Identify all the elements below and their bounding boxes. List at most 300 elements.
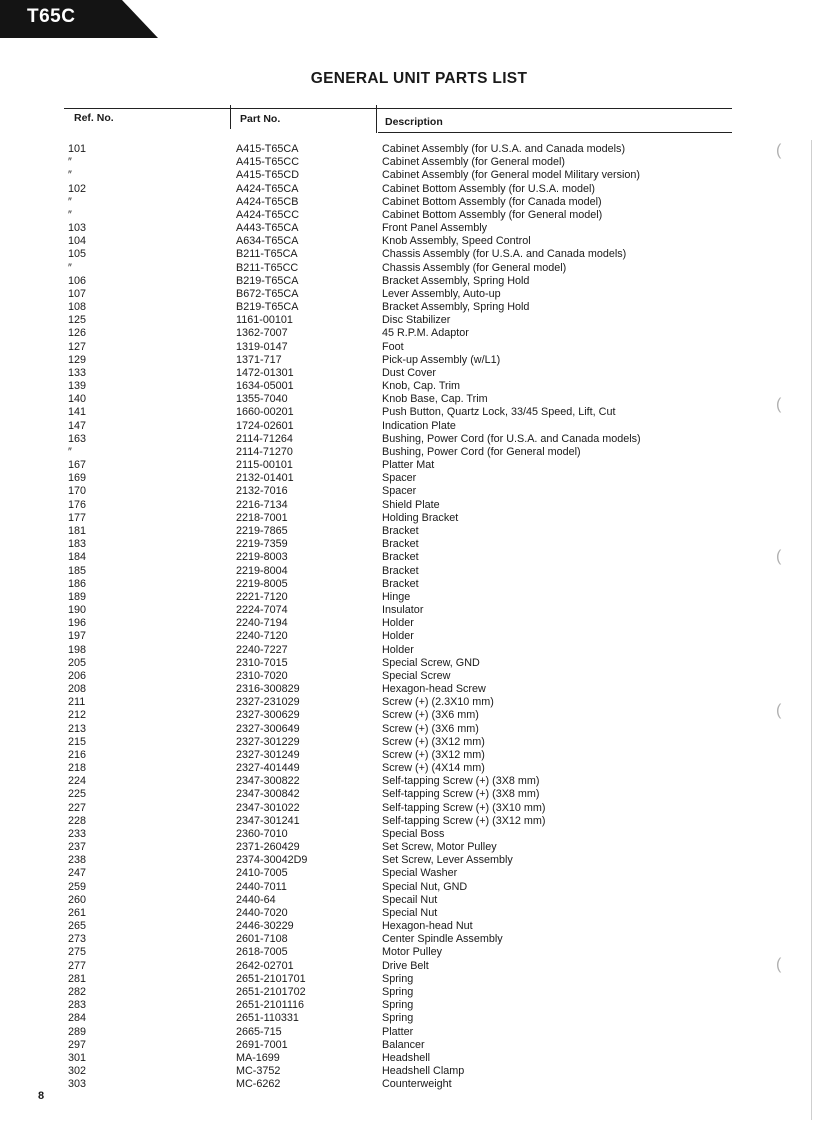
part-number-cell: 2316-300829	[236, 683, 300, 696]
ref-cell: 215	[68, 735, 87, 748]
table-row	[0, 1039, 814, 1052]
part-number-cell: 2132-01401	[236, 472, 294, 485]
description-cell: Cabinet Bottom Assembly (for U.S.A. model)	[382, 182, 596, 195]
table-row	[0, 380, 814, 393]
table-row	[0, 551, 814, 564]
description-cell: Cabinet Bottom Assembly (for General model)	[382, 208, 603, 221]
ref-cell: 247	[68, 867, 87, 880]
ref-cell: 141	[68, 406, 87, 419]
description-cell: Holder	[382, 643, 414, 656]
description-cell: Special Nut	[382, 906, 438, 919]
description-cell: Spring	[382, 1012, 414, 1025]
table-row	[0, 960, 814, 973]
description-cell: Knob Assembly, Speed Control	[382, 235, 531, 248]
description-cell: Bracket Assembly, Spring Hold	[382, 274, 530, 287]
ref-cell: 186	[68, 577, 87, 590]
scan-speck-mark: (	[776, 702, 782, 719]
ref-cell: 227	[68, 801, 87, 814]
description-cell: Specail Nut	[382, 893, 438, 906]
table-top-rule	[64, 108, 732, 109]
table-row	[0, 499, 814, 512]
ref-cell: 283	[68, 999, 87, 1012]
part-number-cell: 2347-301241	[236, 814, 300, 827]
ref-cell: 216	[68, 748, 87, 761]
ref-cell: 212	[68, 709, 87, 722]
ref-cell: 102	[68, 182, 87, 195]
description-cell: Chassis Assembly (for U.S.A. and Canada models)	[382, 248, 627, 261]
description-cell: Headshell	[382, 1051, 431, 1064]
ref-cell: 275	[68, 946, 87, 959]
table-row	[0, 670, 814, 683]
ref-cell: 176	[68, 498, 87, 511]
ref-cell: 127	[68, 340, 87, 353]
description-cell: Bushing, Power Cord (for General model)	[382, 445, 581, 458]
description-cell: Indication Plate	[382, 419, 456, 432]
table-row	[0, 802, 814, 815]
table-row	[0, 235, 814, 248]
ref-cell: ″	[68, 156, 72, 169]
table-row	[0, 723, 814, 736]
table-row	[0, 196, 814, 209]
description-cell: Bracket	[382, 538, 419, 551]
part-number-cell: 2440-7020	[236, 906, 288, 919]
table-row	[0, 709, 814, 722]
description-cell: Bracket	[382, 524, 419, 537]
table-row	[0, 920, 814, 933]
ref-cell: 163	[68, 432, 87, 445]
description-cell: Special Boss	[382, 827, 445, 840]
description-cell: Motor Pulley	[382, 946, 443, 959]
description-cell: Special Screw, GND	[382, 656, 480, 669]
scan-speck-mark: (	[776, 956, 782, 973]
table-row	[0, 854, 814, 867]
ref-cell: 104	[68, 235, 87, 248]
table-row	[0, 828, 814, 841]
table-row	[0, 472, 814, 485]
part-number-cell: 1472-01301	[236, 366, 294, 379]
ref-cell: 297	[68, 1038, 87, 1051]
part-number-cell: 2219-8003	[236, 551, 288, 564]
table-row	[0, 578, 814, 591]
table-row	[0, 775, 814, 788]
table-row	[0, 591, 814, 604]
table-row	[0, 630, 814, 643]
part-number-cell: 2360-7010	[236, 827, 288, 840]
part-number-cell: 2240-7227	[236, 643, 288, 656]
part-number-cell: A415-T65CD	[236, 169, 300, 182]
description-cell: Insulator	[382, 604, 424, 617]
ref-cell: 107	[68, 287, 87, 300]
table-row	[0, 1052, 814, 1065]
ref-cell: 197	[68, 630, 87, 643]
column-divider-2	[376, 105, 377, 133]
description-cell: Spacer	[382, 472, 417, 485]
ref-cell: 284	[68, 1012, 87, 1025]
table-row	[0, 354, 814, 367]
description-cell: Cabinet Assembly (for General model)	[382, 156, 566, 169]
ref-cell: 147	[68, 419, 87, 432]
table-row	[0, 736, 814, 749]
part-number-cell: 2327-301229	[236, 735, 300, 748]
table-row	[0, 143, 814, 156]
ref-cell: 103	[68, 222, 87, 235]
part-number-cell: A634-T65CA	[236, 235, 299, 248]
table-row	[0, 156, 814, 169]
table-row	[0, 538, 814, 551]
part-number-cell: 2224-7074	[236, 604, 288, 617]
description-cell: Knob Base, Cap. Trim	[382, 393, 488, 406]
ref-cell: 190	[68, 604, 87, 617]
table-row	[0, 946, 814, 959]
ref-cell: 218	[68, 762, 87, 775]
ref-cell: 228	[68, 814, 87, 827]
ref-cell: 206	[68, 669, 87, 682]
part-number-cell: MC-3752	[236, 1065, 281, 1078]
part-number-cell: 2691-7001	[236, 1038, 288, 1051]
table-row	[0, 406, 814, 419]
part-number-cell: 2327-401449	[236, 762, 300, 775]
description-cell: Spring	[382, 999, 414, 1012]
table-row	[0, 169, 814, 182]
table-row	[0, 894, 814, 907]
description-cell: Bracket	[382, 564, 419, 577]
description-cell: Headshell Clamp	[382, 1065, 465, 1078]
table-row	[0, 644, 814, 657]
table-row	[0, 512, 814, 525]
ref-cell: 281	[68, 972, 87, 985]
table-row	[0, 696, 814, 709]
part-number-cell: 2327-231029	[236, 696, 300, 709]
description-cell: Holding Bracket	[382, 511, 459, 524]
part-number-cell: MA-1699	[236, 1051, 280, 1064]
ref-cell: 183	[68, 538, 87, 551]
table-row	[0, 183, 814, 196]
part-number-cell: 1660-00201	[236, 406, 294, 419]
description-cell: Screw (+) (3X12 mm)	[382, 735, 485, 748]
description-cell: Bracket	[382, 551, 419, 564]
part-number-cell: 2219-8004	[236, 564, 288, 577]
part-number-cell: 1634-05001	[236, 380, 294, 393]
table-row	[0, 248, 814, 261]
scan-edge-line	[811, 140, 812, 1120]
table-row	[0, 327, 814, 340]
description-cell: Screw (+) (3X6 mm)	[382, 709, 479, 722]
ref-cell: 105	[68, 248, 87, 261]
description-cell: Hexagon-head Nut	[382, 920, 473, 933]
part-number-cell: 2374-30042D9	[236, 854, 308, 867]
ref-cell: ″	[68, 169, 72, 182]
table-row	[0, 525, 814, 538]
description-cell: Bracket Assembly, Spring Hold	[382, 301, 530, 314]
ref-cell: 177	[68, 511, 87, 524]
scan-speck-mark: (	[776, 548, 782, 565]
table-row	[0, 815, 814, 828]
table-row	[0, 459, 814, 472]
description-cell: Balancer	[382, 1038, 425, 1051]
part-number-cell: 2221-7120	[236, 590, 288, 603]
part-number-cell: 2132-7016	[236, 485, 288, 498]
ref-cell: 261	[68, 906, 87, 919]
ref-cell: 265	[68, 920, 87, 933]
ref-cell: 101	[68, 143, 87, 155]
description-cell: Pick-up Assembly (w/L1)	[382, 353, 501, 366]
ref-cell: ″	[68, 195, 72, 208]
description-cell: Platter Mat	[382, 459, 435, 472]
page-number: 8	[38, 1090, 45, 1102]
ref-cell: 208	[68, 683, 87, 696]
ref-cell: 277	[68, 959, 87, 972]
description-cell: Holder	[382, 617, 414, 630]
ref-cell: 198	[68, 643, 87, 656]
table-row	[0, 762, 814, 775]
description-cell: Holder	[382, 630, 414, 643]
part-number-cell: 1724-02601	[236, 419, 294, 432]
ref-cell: 289	[68, 1025, 87, 1038]
table-row	[0, 209, 814, 222]
part-number-cell: 2219-7865	[236, 524, 288, 537]
part-number-cell: 2347-300822	[236, 775, 300, 788]
description-cell: Screw (+) (3X6 mm)	[382, 722, 479, 735]
parts-table-body	[0, 143, 814, 1091]
part-number-cell: A424-T65CB	[236, 195, 299, 208]
ref-cell: 233	[68, 827, 87, 840]
description-cell: Bushing, Power Cord (for U.S.A. and Canada models)	[382, 432, 641, 445]
description-cell: Dust Cover	[382, 366, 437, 379]
ref-cell: 273	[68, 933, 87, 946]
table-row	[0, 867, 814, 880]
description-cell: Knob, Cap. Trim	[382, 380, 461, 393]
part-number-cell: A415-T65CC	[236, 156, 300, 169]
description-cell: Spacer	[382, 485, 417, 498]
ref-cell: 302	[68, 1065, 87, 1078]
description-cell: Special Screw	[382, 669, 451, 682]
description-cell: Special Nut, GND	[382, 880, 468, 893]
description-cell: Foot	[382, 340, 404, 353]
part-number-cell: 1355-7040	[236, 393, 288, 406]
description-cell: Self-tapping Screw (+) (3X8 mm)	[382, 788, 540, 801]
description-cell: Spring	[382, 972, 414, 985]
description-cell: Front Panel Assembly	[382, 222, 488, 235]
description-cell: Drive Belt	[382, 959, 429, 972]
part-number-cell: 2240-7120	[236, 630, 288, 643]
ref-cell: 213	[68, 722, 87, 735]
description-cell: Center Spindle Assembly	[382, 933, 503, 946]
table-row	[0, 841, 814, 854]
description-cell: Push Button, Quartz Lock, 33/45 Speed, Lift, Cut	[382, 406, 616, 419]
description-cell: Cabinet Bottom Assembly (for Canada model)	[382, 195, 602, 208]
description-cell: Set Screw, Lever Assembly	[382, 854, 513, 867]
table-row	[0, 881, 814, 894]
ref-cell: 225	[68, 788, 87, 801]
description-cell: Hinge	[382, 590, 411, 603]
description-cell: Hexagon-head Screw	[382, 683, 486, 696]
ref-cell: 181	[68, 524, 87, 537]
part-number-cell: 1362-7007	[236, 327, 288, 340]
description-cell: Special Washer	[382, 867, 458, 880]
table-row	[0, 657, 814, 670]
ref-cell: ″	[68, 208, 72, 221]
table-row	[0, 683, 814, 696]
table-row	[0, 617, 814, 630]
part-number-cell: 2410-7005	[236, 867, 288, 880]
table-row	[0, 341, 814, 354]
part-number-cell: 2440-7011	[236, 880, 287, 893]
description-cell: Set Screw, Motor Pulley	[382, 841, 497, 854]
ref-cell: 282	[68, 986, 87, 998]
description-cell: Screw (+) (2.3X10 mm)	[382, 696, 494, 709]
table-row	[0, 262, 814, 275]
ref-cell: 108	[68, 301, 87, 314]
part-number-cell: 2618-7005	[236, 946, 288, 959]
part-number-cell: B211-T65CC	[236, 261, 299, 274]
ref-cell: 129	[68, 353, 87, 366]
part-number-cell: 1371-717	[236, 353, 282, 366]
ref-cell: 185	[68, 564, 87, 577]
part-number-cell: A424-T65CC	[236, 208, 300, 221]
description-cell: Spring	[382, 986, 414, 998]
description-cell: Counterweight	[382, 1078, 452, 1091]
description-cell: 45 R.P.M. Adaptor	[382, 327, 469, 340]
table-row	[0, 446, 814, 459]
table-row	[0, 986, 814, 999]
ref-cell: 301	[68, 1051, 87, 1064]
part-number-cell: 2651-2101702	[236, 986, 306, 998]
part-number-cell: A415-T65CA	[236, 143, 299, 155]
ref-cell: 133	[68, 366, 87, 379]
table-row	[0, 788, 814, 801]
ref-cell: 211	[68, 696, 86, 709]
table-row	[0, 1065, 814, 1078]
table-row	[0, 604, 814, 617]
table-row	[0, 749, 814, 762]
description-cell: Cabinet Assembly (for U.S.A. and Canada models)	[382, 143, 626, 155]
part-number-cell: 2240-7194	[236, 617, 288, 630]
description-cell: Disc Stabilizer	[382, 314, 451, 327]
part-number-cell: 2218-7001	[236, 511, 288, 524]
table-row	[0, 420, 814, 433]
part-number-cell: 2114-71264	[236, 432, 293, 445]
column-header-part: Part No.	[240, 113, 281, 125]
part-number-cell: 2651-110331	[236, 1012, 299, 1025]
part-number-cell: B219-T65CA	[236, 274, 299, 287]
table-row	[0, 393, 814, 406]
part-number-cell: 2440-64	[236, 893, 276, 906]
part-number-cell: A443-T65CA	[236, 222, 299, 235]
column-header-ref: Ref. No.	[74, 112, 114, 124]
ref-cell: 139	[68, 380, 87, 393]
table-row	[0, 973, 814, 986]
part-number-cell: 2310-7015	[236, 656, 288, 669]
ref-cell: 189	[68, 590, 87, 603]
part-number-cell: 2665-715	[236, 1025, 282, 1038]
part-number-cell: 1161-00101	[236, 314, 293, 327]
part-number-cell: 2446-30229	[236, 920, 294, 933]
part-number-cell: MC-6262	[236, 1078, 281, 1091]
part-number-cell: 2219-7359	[236, 538, 288, 551]
part-number-cell: B672-T65CA	[236, 287, 299, 300]
table-row	[0, 1026, 814, 1039]
table-row	[0, 1012, 814, 1025]
part-number-cell: A424-T65CA	[236, 182, 299, 195]
part-number-cell: 1319-0147	[236, 340, 288, 353]
ref-cell: 260	[68, 893, 87, 906]
description-cell: Platter	[382, 1025, 414, 1038]
part-number-cell: 2216-7134	[236, 498, 288, 511]
table-row	[0, 222, 814, 235]
part-number-cell: 2327-301249	[236, 748, 300, 761]
ref-cell: 205	[68, 656, 87, 669]
description-cell: Chassis Assembly (for General model)	[382, 261, 567, 274]
description-cell: Cabinet Assembly (for General model Military version)	[382, 169, 641, 182]
table-row	[0, 565, 814, 578]
part-number-cell: B211-T65CA	[236, 248, 298, 261]
part-number-cell: 2310-7020	[236, 669, 288, 682]
table-row	[0, 275, 814, 288]
description-cell: Bracket	[382, 577, 419, 590]
part-number-cell: 2219-8005	[236, 577, 288, 590]
ref-cell: 237	[68, 841, 87, 854]
ref-cell: 167	[68, 459, 87, 472]
ref-cell: 140	[68, 393, 87, 406]
scan-speck-mark: (	[776, 142, 782, 159]
ref-cell: 303	[68, 1078, 87, 1091]
description-cell: Screw (+) (3X12 mm)	[382, 748, 485, 761]
table-row	[0, 314, 814, 327]
part-number-cell: 2327-300649	[236, 722, 300, 735]
table-row	[0, 999, 814, 1012]
scan-speck-mark: (	[776, 396, 782, 413]
description-cell: Lever Assembly, Auto-up	[382, 287, 501, 300]
part-number-cell: 2347-301022	[236, 801, 300, 814]
ref-cell: ″	[68, 445, 72, 458]
table-row	[0, 367, 814, 380]
table-row	[0, 907, 814, 920]
part-number-cell: 2642-02701	[236, 959, 294, 972]
header-bottom-rule	[378, 132, 732, 133]
ref-cell: 224	[68, 775, 87, 788]
ref-cell: 126	[68, 327, 87, 340]
part-number-cell: 2651-2101116	[236, 999, 305, 1012]
table-row	[0, 288, 814, 301]
model-tab-label: T65C	[27, 6, 76, 27]
table-row	[0, 1078, 814, 1091]
ref-cell: 184	[68, 551, 87, 564]
ref-cell: 170	[68, 485, 87, 498]
ref-cell: 259	[68, 880, 87, 893]
part-number-cell: 2115-00101	[236, 459, 293, 472]
part-number-cell: 2651-2101701	[236, 972, 306, 985]
ref-cell: 238	[68, 854, 87, 867]
column-divider-1	[230, 105, 231, 129]
description-cell: Self-tapping Screw (+) (3X12 mm)	[382, 814, 546, 827]
ref-cell: 125	[68, 314, 87, 327]
ref-cell: 106	[68, 274, 87, 287]
ref-cell: 196	[68, 617, 87, 630]
part-number-cell: 2327-300629	[236, 709, 300, 722]
description-cell: Shield Plate	[382, 498, 440, 511]
description-cell: Self-tapping Screw (+) (3X10 mm)	[382, 801, 546, 814]
part-number-cell: 2114-71270	[236, 445, 293, 458]
ref-cell: ″	[68, 261, 72, 274]
part-number-cell: 2601-7108	[236, 933, 288, 946]
model-tab	[0, 0, 158, 38]
column-header-desc: Description	[385, 116, 443, 128]
table-row	[0, 933, 814, 946]
part-number-cell: B219-T65CA	[236, 301, 299, 314]
table-row	[0, 301, 814, 314]
table-row	[0, 433, 814, 446]
table-row	[0, 485, 814, 498]
